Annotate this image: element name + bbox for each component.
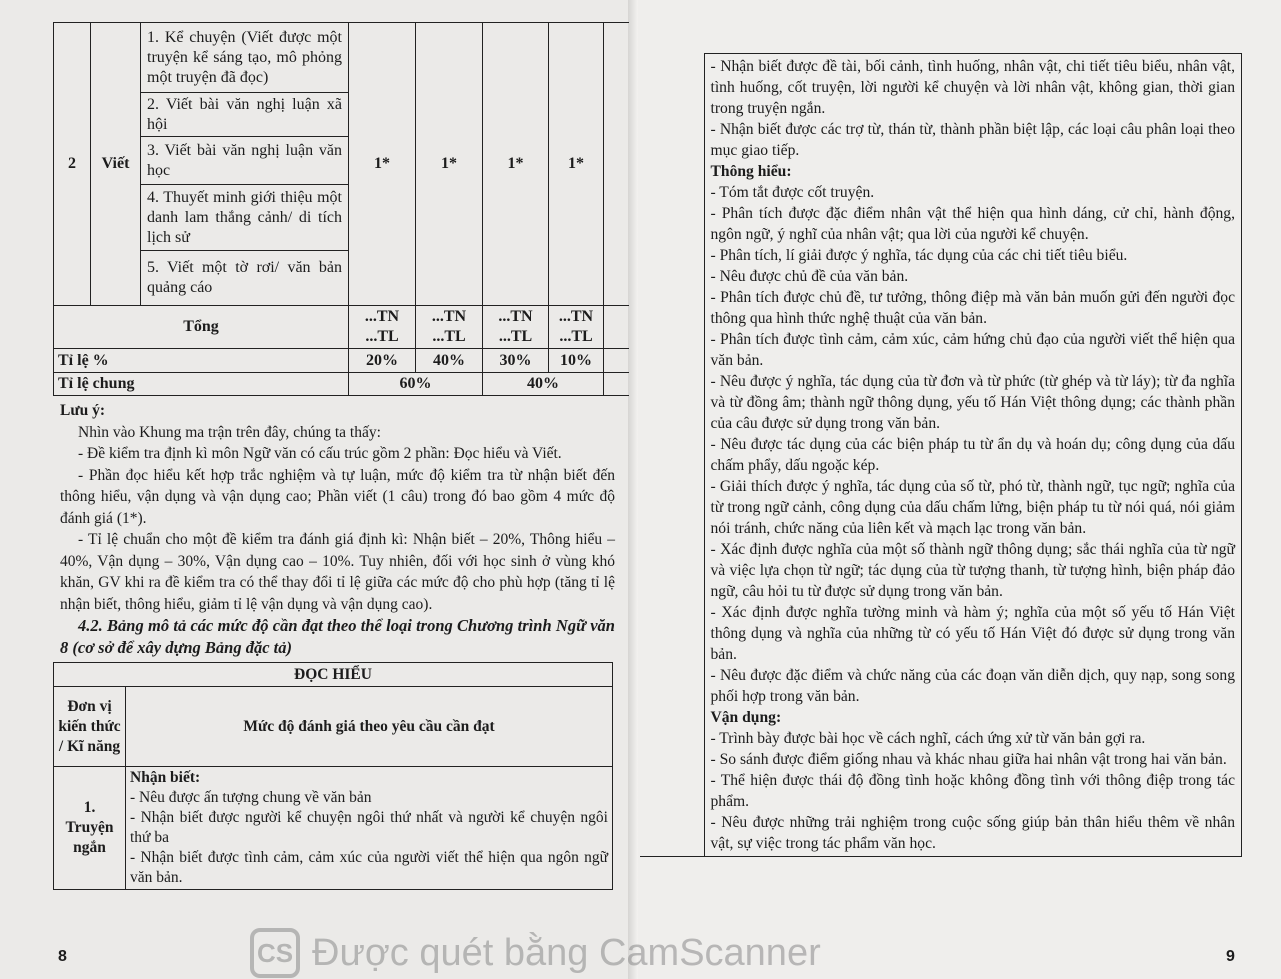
- ratio-cell: 40%: [416, 349, 483, 373]
- left-page-content: [53, 22, 628, 890]
- criteria-item: - Phân tích được đặc điểm nhân vật thể hiện qua hình dáng, cử chỉ, hành động, ngôn ngữ, ý nghĩ của nhân vật; qua lời của người kể chuyện.: [710, 205, 1235, 243]
- notes-intro: Nhìn vào Khung ma trận trên đây, chúng ta thấy:: [78, 423, 381, 441]
- knowledge-unit: 1. Truyện ngắn: [54, 767, 126, 890]
- writing-item: 4. Thuyết minh giới thiệu một danh lam thắng cảnh/ di tích lịch sử: [141, 185, 349, 251]
- column-header: Mức độ đánh giá theo yêu cầu cần đạt: [126, 687, 613, 767]
- tl-count: ...TL: [432, 328, 466, 345]
- criteria-item: - Nhận biết được người kể chuyện ngôi thứ nhất và người kể chuyện ngôi thứ ba: [130, 809, 608, 846]
- page-number-left: 8: [58, 948, 67, 965]
- level-cell: 1*: [549, 23, 604, 306]
- criteria-item: - Nhận biết được các trợ từ, thán từ, thành phần biệt lập, các loại câu phân loại theo mục giao tiếp.: [710, 121, 1235, 159]
- criteria-item: - Nêu được ý nghĩa, tác dụng của từ đơn và từ phức (từ ghép và từ láy); từ đa nghĩa và từ đồng âm; thành ngữ thông dụng, yếu tố Hán Việt thông dụng; các thành phần của câu được sử dụng trong văn bản.: [710, 373, 1235, 432]
- table-title: ĐỌC HIỂU: [54, 663, 613, 687]
- ratio-cell: 20%: [349, 349, 416, 373]
- assessment-matrix-table: [53, 22, 629, 396]
- common-ratio-cell: 40%: [483, 373, 604, 396]
- ratio-cell: 10%: [549, 349, 604, 373]
- criteria-item: - Xác định được nghĩa tường minh và hàm ý; nghĩa của một số yếu tố Hán Việt thông dụng và nghĩa của những từ có yếu tố Hán Việt đó được sử dụng trong văn bản.: [710, 604, 1235, 663]
- unit-column: [640, 54, 704, 857]
- criteria-item: - Nêu được tác dụng của các biện pháp tu từ ẩn dụ và hoán dụ; công dụng của dấu chấm phẩy, dấu ngoặc kép.: [710, 436, 1235, 474]
- tl-count: ...TL: [365, 328, 399, 345]
- level-cell: 1*: [416, 23, 483, 306]
- reading-comprehension-table: [53, 662, 613, 890]
- camscanner-watermark: [250, 928, 821, 978]
- book-gutter: [628, 0, 638, 979]
- criteria-content: [704, 54, 1242, 857]
- camscanner-logo-icon: CS: [250, 928, 300, 978]
- criteria-item: - Tóm tắt được cốt truyện.: [710, 184, 875, 201]
- ratio-label: Tỉ lệ %: [54, 349, 349, 373]
- level-cell: 1*: [349, 23, 416, 306]
- column-header: Đơn vị kiến thức / Kĩ năng: [54, 687, 126, 767]
- criteria-item: - Nêu được đặc điểm và chức năng của các đoạn văn diễn dịch, quy nạp, song song phối hợp trong văn bản.: [710, 667, 1235, 705]
- ratio-cell: 30%: [483, 349, 549, 373]
- criteria-item: - Phân tích, lí giải được ý nghĩa, tác dụng của các chi tiết tiêu biểu.: [710, 247, 1128, 264]
- writing-item: 3. Viết bài văn nghị luận văn học: [141, 137, 349, 185]
- total-label: Tổng: [54, 306, 349, 349]
- total-cell: [349, 306, 416, 349]
- row-number: 2: [54, 23, 91, 306]
- criteria-item: - Phân tích được chủ đề, tư tưởng, thông điệp mà văn bản muốn gửi đến người đọc thông qua hình thức nghệ thuật của văn bản.: [710, 289, 1235, 327]
- level-heading: Vận dụng:: [710, 709, 782, 726]
- notes-title: Lưu ý:: [60, 402, 106, 419]
- notes-section: [60, 400, 615, 658]
- level-heading: Nhận biết:: [130, 769, 201, 786]
- criteria-continuation-table: [640, 53, 1242, 857]
- skill-label: Viết: [91, 23, 141, 306]
- cut-off-column: [604, 373, 629, 396]
- note-item: - Phần đọc hiểu kết hợp trắc nghiệm và tự luận, mức độ kiểm tra từ nhận biết đến thông hiểu, vận dụng và vận dụng cao; Phần viết (1 câu) trong đó bao gồm 4 mức độ đánh giá (1*).: [60, 466, 615, 527]
- criteria-item: - Trình bày được bài học về cách nghĩ, cách ứng xử từ văn bản gợi ra.: [710, 730, 1146, 747]
- tn-count: ...TN: [498, 308, 533, 325]
- total-cell: [549, 306, 604, 349]
- tn-count: ...TN: [364, 308, 400, 325]
- cut-off-column: [604, 349, 629, 373]
- cut-off-column: [604, 306, 629, 349]
- criteria-item: - Nêu được những trải nghiệm trong cuộc sống giúp bản thân hiểu thêm về nhân vật, sự việc trong tác phẩm văn học.: [710, 814, 1235, 852]
- criteria-item: - Giải thích được ý nghĩa, tác dụng của số từ, phó từ, thành ngữ, tục ngữ; nghĩa của từ trong ngữ cảnh, công dụng của dấu chấm lửng, biện pháp tu từ nói quá, nói giảm nói tránh, chức năng của liên kết và mạch lạc trong văn bản.: [710, 478, 1235, 537]
- tn-count: ...TN: [431, 308, 467, 325]
- criteria-item: - Phân tích được tình cảm, cảm xúc, cảm hứng chủ đạo của người viết thể hiện qua văn bản.: [710, 331, 1235, 369]
- criteria-item: - Nêu được ấn tượng chung về văn bản: [130, 789, 372, 806]
- page-number-right: 9: [1226, 948, 1235, 965]
- tl-count: ...TL: [498, 328, 533, 345]
- tn-count: ...TN: [558, 308, 594, 325]
- writing-item: 2. Viết bài văn nghị luận xã hội: [141, 93, 349, 137]
- criteria-item: - Nhận biết được tình cảm, cảm xúc của người viết thể hiện qua ngôn ngữ văn bản.: [130, 849, 608, 886]
- note-item: - Tỉ lệ chuẩn cho một đề kiểm tra đánh giá định kì: Nhận biết – 20%, Thông hiểu – 40%, Vận dụng – 30%, Vận dụng cao – 10%. Tuy nhiên, đối với học sinh ở vùng khó khăn, GV khi ra đề kiểm tra có thể thay đổi tỉ lệ giữa các mức độ cho phù hợp (tăng tỉ lệ nhận biết, thông hiểu, giảm tỉ lệ vận dụng và vận dụng cao).: [60, 531, 615, 613]
- common-ratio-cell: 60%: [349, 373, 483, 396]
- watermark-text: Được quét bằng CamScanner: [312, 931, 821, 974]
- section-heading: 4.2. Bảng mô tả các mức độ cần đạt theo thể loại trong Chương trình Ngữ văn 8 (cơ sở để xây dựng Bảng đặc tả): [60, 616, 615, 657]
- level-cell: 1*: [483, 23, 549, 306]
- criteria-item: - Nhận biết được đề tài, bối cảnh, tình huống, nhân vật, chi tiết tiêu biểu, nhân vật, tình huống, cốt truyện, lời người kể chuyện và lời nhân vật, không gian, thời gian trong truyện ngắn.: [710, 58, 1235, 117]
- total-cell: [483, 306, 549, 349]
- note-item: - Đề kiểm tra định kì môn Ngữ văn có cấu trúc gồm 2 phần: Đọc hiểu và Viết.: [78, 445, 562, 462]
- common-ratio-label: Tỉ lệ chung: [54, 373, 349, 396]
- level-heading: Thông hiểu:: [710, 163, 792, 180]
- total-cell: [416, 306, 483, 349]
- writing-item: 5. Viết một tờ rơi/ văn bản quảng cáo: [141, 251, 349, 306]
- criteria-item: - Thể hiện được thái độ đồng tình hoặc không đồng tình với thông điệp trong tác phẩm.: [710, 772, 1235, 810]
- cut-off-column: [604, 23, 629, 306]
- criteria-item: - Xác định được nghĩa của một số thành ngữ thông dụng; sắc thái nghĩa của từ ngữ và việc lựa chọn từ ngữ; tác dụng của từ tượng thanh, từ tượng hình, biện pháp đảo ngữ, câu hỏi tu từ được sử dụng trong văn bản.: [710, 541, 1235, 600]
- tl-count: ...TL: [559, 328, 593, 345]
- writing-item: 1. Kể chuyện (Viết được một truyện kể sáng tạo, mô phỏng một truyện đã đọc): [141, 23, 349, 93]
- criteria-item: - So sánh được điểm giống nhau và khác nhau giữa hai nhân vật trong hai văn bản.: [710, 751, 1227, 768]
- criteria-item: - Nêu được chủ đề của văn bản.: [710, 268, 909, 285]
